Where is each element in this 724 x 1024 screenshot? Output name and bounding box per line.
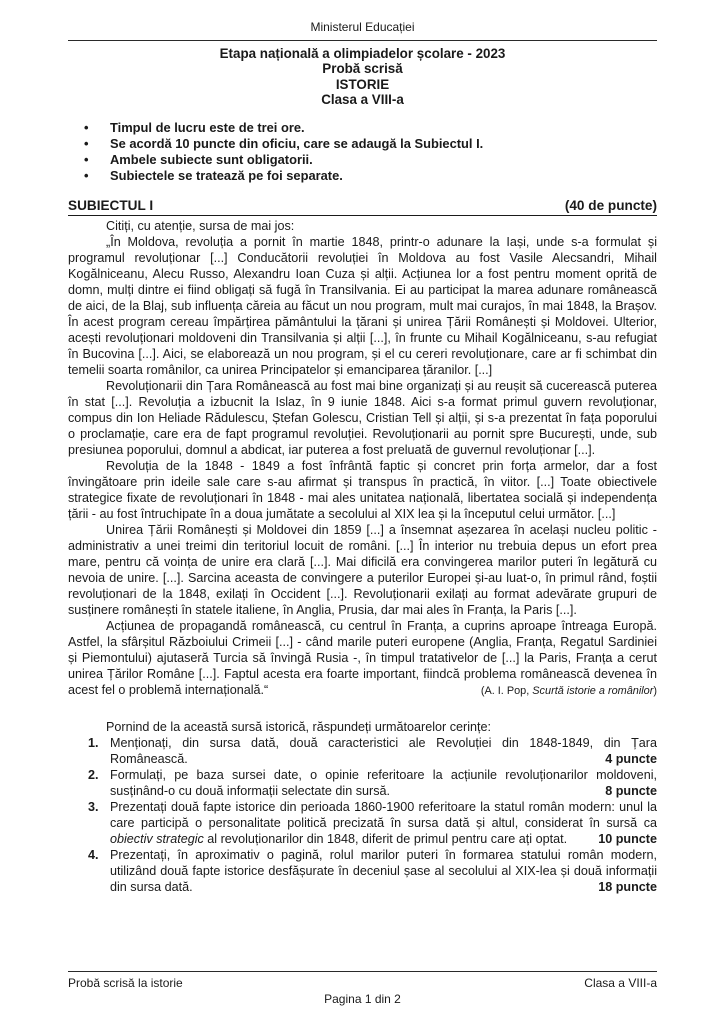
task-number: 4. xyxy=(88,847,99,862)
footer-grade-label: Clasa a VIII-a xyxy=(584,976,657,990)
footer-exam-label: Probă scrisă la istorie xyxy=(68,976,183,990)
citation-close: ) xyxy=(653,684,657,697)
bullet-icon: • xyxy=(84,151,89,167)
title-grade: Clasa a VIII-a xyxy=(321,92,404,108)
instruction-text: Se acordă 10 puncte din oficiu, care se adaugă la Subiectul I. xyxy=(110,135,484,151)
source-paragraph-3: Revoluția de la 1848 - 1849 a fost înfrântă faptic și concret prin forța armelor, dar a fost învingătoare prin ideile sale care s-au afirmat și transpus în practică, în viitor. [...] Toate obiectivele strategice fixate de revoluționari în 1848 - mai ales unitatea națională, libertatea socială și independența țării - au fost întruchipate în a doua jumătate a secolului al XIX lea și la începutul celui următor. [...] xyxy=(68,458,657,521)
task-points: 18 puncte xyxy=(598,879,657,894)
task-text: Prezentați, în aproximativ o pagină, rolul marilor puteri în formarea statului român modern, utilizând două fapte istorice desfășurate în deceniul șase al secolului al XIX-lea și două informații din sursa dată. 18 puncte xyxy=(110,847,657,894)
page-footer xyxy=(68,971,657,1006)
instruction-item xyxy=(68,136,657,152)
source-citation xyxy=(443,682,657,699)
task-points: 8 puncte xyxy=(605,783,657,798)
footer-row xyxy=(68,976,657,990)
task-points: 10 puncte xyxy=(598,831,657,846)
source-paragraph-2: Revoluționarii din Țara Românească au fost mai bine organizați și au reușit să cucerească puterea în stat [...]. Revoluția a izbucnit la Islaz, în 9 iunie 1848. Aici s-a format primul guvern revoluționar, compus din Ion Heliade Rădulescu, Ștefan Golescu, Cristian Tell și alții, și s-a prezentat în fața poporului o proclamație, care era de fapt programul revoluției. Revoluționarii au pornit spre București, unde, sub presiunea poporului, domnul a abdicat, iar puterea a fost preluată de guvernul revoluționar [...]. xyxy=(68,378,657,457)
instruction-item xyxy=(68,120,657,136)
instruction-item xyxy=(68,168,657,184)
subject1-heading-row xyxy=(68,197,657,216)
instruction-text: Ambele subiecte sunt obligatorii. xyxy=(110,151,313,167)
header-divider xyxy=(68,40,657,41)
bullet-icon: • xyxy=(84,167,89,183)
task-number: 3. xyxy=(88,799,99,814)
title-block xyxy=(68,46,657,108)
task-text: Formulați, pe baza sursei date, o opinie referitoare la acțiunile revoluționarilor moldoveni, susținând-o cu două informații selectate din sursă. 8 puncte xyxy=(110,767,657,798)
title-stage: Etapa națională a olimpiadelor școlare - 2023 xyxy=(219,46,506,61)
tasks-list xyxy=(88,735,657,895)
citation-author: (A. I. Pop, xyxy=(480,684,533,697)
task-item-2 xyxy=(88,767,657,799)
citation-book-title: Scurtă istorie a românilor xyxy=(532,684,654,697)
instruction-item xyxy=(68,152,657,168)
source-section xyxy=(68,218,657,698)
instruction-text: Timpul de lucru este de trei ore. xyxy=(110,119,305,135)
ministry-header: Ministerul Educației xyxy=(310,20,415,34)
instructions-list xyxy=(68,120,657,184)
instruction-text: Subiectele se tratează pe foi separate. xyxy=(110,167,343,183)
source-paragraph-4: Unirea Țării Românești și Moldovei din 1859 [...] a însemnat așezarea în același nucleu politic - administrativ a unei treimi din teritoriul locuit de români. [...] În interior nu trebuia depus un efort prea mare, pentru că voința de unire era clară [...]. Mai dificilă era convingerea marilor puteri în legătură cu nevoia de unire. [...]. Sarcina aceasta de convingere a puterilor Europei și-au luat-o, în primul rând, foștii revoluționari de la 1848, exilați în Occident [...]. Revoluționarii exilați au format adevărate grupuri de susținere românești în statele italiene, în Anglia, Prusia, dar mai ales în Franța, la Paris [...]. xyxy=(68,522,657,617)
task-item-1 xyxy=(88,735,657,767)
task-number: 2. xyxy=(88,767,99,782)
task-text: Menționați, din sursa dată, două caracteristici ale Revoluției din 1848-1849, din Țara Românească. 4 puncte xyxy=(110,735,657,766)
source-paragraph-1: „În Moldova, revoluția a pornit în martie 1848, printr-o adunare la Iași, unde s-a formulat și programul revoluționar [...] Conducătorii revoluției în Moldova au fost Vasile Alecsandri, Mihail Kogălniceanu, Alecu Russo, Alexandru Ioan Cuza și alții. Acțiunea lor a fost pentru moment oprită de domn, mulți dintre ei fiind obligați să fugă în Transilvania. Ei au participat la marea adunare românească de aici, de la Blaj, sub influența căreia au făcut un nou program, mult mai curajos, în mai 1848, la Brașov. În acest program cereau împărțirea pământului la țărani și unirea Țării Românești și Moldovei. Ulterior, acești revoluționari moldoveni din Transilvania și alții [...], în frunte cu Mihail Kogălniceanu, s-au refugiat în Bucovina [...]. Aici, se elaborează un nou program, și el cu cereri revoluționare, care ar fi schimbat din temelii soarta românilor, ca unirea Principatelor și emanciparea țăranilor. [...] xyxy=(68,234,657,377)
task-item-4 xyxy=(88,847,657,895)
tasks-intro: Pornind de la această sursă istorică, răspundeți următoarelor cerințe: xyxy=(106,719,492,734)
source-intro: Citiți, cu atenție, sursa de mai jos: xyxy=(106,218,295,233)
task-italic-term: obiectiv strategic xyxy=(110,831,204,846)
bullet-icon: • xyxy=(84,135,89,151)
title-subject: ISTORIE xyxy=(335,76,390,92)
task-number: 1. xyxy=(88,735,99,750)
task-text: Prezentați două fapte istorice din perioada 1860-1900 referitoare la statul român modern: unul la care participă o personalitate politică precizată în sursa dată și altul, considerat în sursă ca obiectiv strategic al revoluționarilor din 1848, diferit de primul pentru care ați optat. 10 puncte xyxy=(110,799,657,846)
subject1-points: (40 de puncte) xyxy=(564,197,657,213)
title-exam-type: Probă scrisă xyxy=(322,61,403,77)
page-number: Pagina 1 din 2 xyxy=(324,992,401,1006)
task-item-3 xyxy=(88,799,657,847)
task-points: 4 puncte xyxy=(605,751,657,766)
source-paragraph-5: Acțiunea de propagandă românească, cu centrul în Franța, a cuprins aproape întreaga Europă. Astfel, la sfârșitul Războiului Crimeii [...] - când marile puteri europene (Anglia, Franța, Regatul Sardiniei și Piemontului) ajutaseră Turcia să învingă Rusia -, în timpul tratativelor de [...] la Paris, Franța a cerut unirea Țărilor Române [...]. Faptul acesta era foarte important, fiindcă problema românească devenea în acest fel o problemă internațională.“ (A. I. Pop, Scurtă istorie a românilor) xyxy=(68,618,657,697)
bullet-icon: • xyxy=(84,119,89,135)
subject1-title: SUBIECTUL I xyxy=(68,197,154,213)
